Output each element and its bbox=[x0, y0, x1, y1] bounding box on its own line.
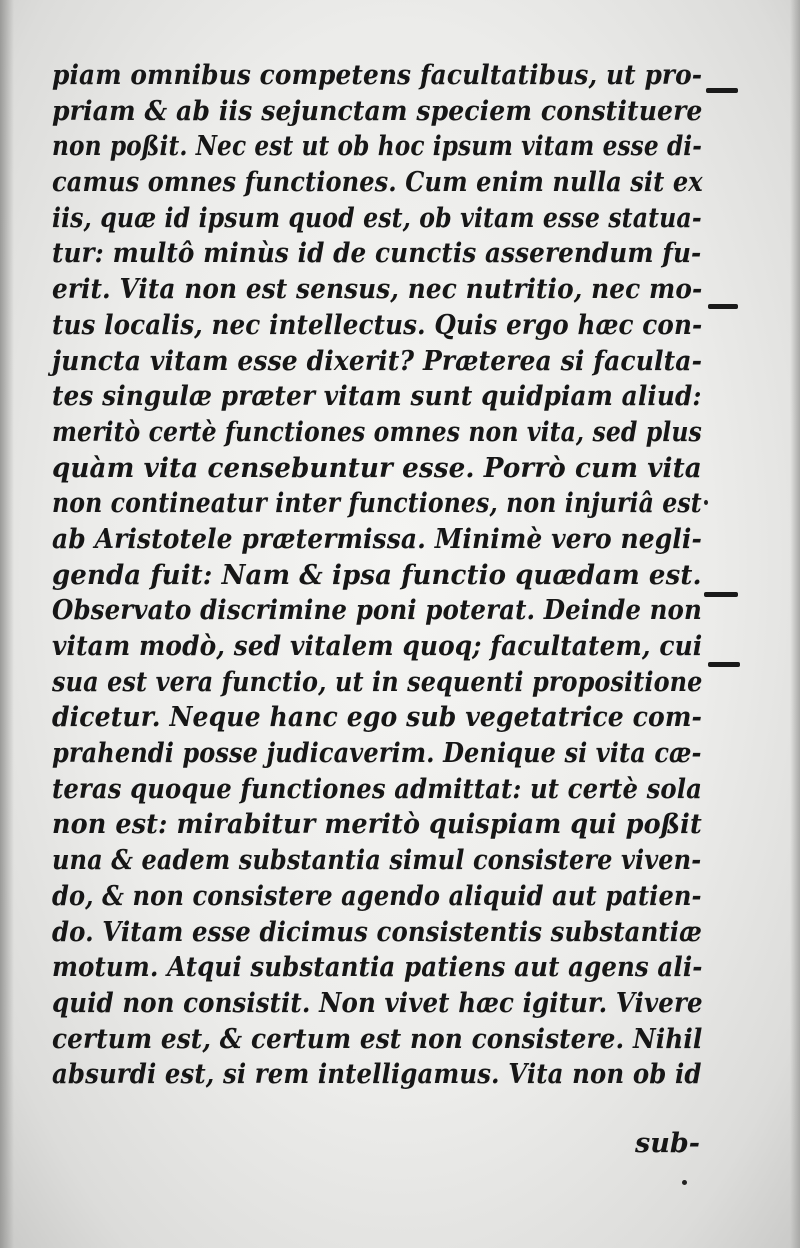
text-line-5: iis, quæ id ipsum quod est, ob vitam esse statua- bbox=[52, 202, 702, 234]
text-line-26: motum. Atqui substantia patiens aut agens ali- bbox=[52, 952, 703, 984]
ink-speck-1 bbox=[704, 500, 708, 505]
text-line-14: ab Aristotele prætermissa. Minimè vero negli- bbox=[52, 523, 702, 555]
text-line-8: tus localis, nec intellectus. Quis ergo hæc con- bbox=[52, 309, 703, 341]
text-line-16: Observato discrimine poni poterat. Deinde non bbox=[52, 595, 702, 627]
text-line-11: meritò certè functiones omnes non vita, sed plus bbox=[52, 416, 702, 448]
text-line-17: vitam modò, sed vitalem quoq; facultatem, cui bbox=[52, 631, 703, 662]
text-line-22: non est: mirabitur meritò quispiam qui poßit bbox=[52, 809, 702, 841]
text-line-20: prahendi posse judicaverim. Denique si vita cæ- bbox=[52, 738, 702, 770]
text-line-18: sua est vera functio, ut in sequenti propositione bbox=[52, 666, 703, 698]
text-line-10: tes singulæ præter vitam sunt quidpiam aliud: bbox=[52, 381, 702, 413]
margin-mark-1 bbox=[706, 88, 738, 93]
text-block bbox=[52, 58, 712, 1093]
text-line-2: priam & ab iis sejunctam speciem constituere bbox=[52, 95, 703, 127]
catchword: sub- bbox=[635, 1128, 700, 1159]
text-line-7: erit. Vita non est sensus, nec nutritio, nec mo- bbox=[52, 274, 703, 306]
text-line-13: non contineatur inter functiones, non injuriâ est bbox=[52, 488, 702, 520]
margin-mark-3 bbox=[704, 592, 738, 597]
text-line-4: camus omnes functiones. Cum enim nulla sit ex bbox=[52, 167, 703, 199]
text-line-6: tur: multô minùs id de cunctis asserendum fu- bbox=[52, 238, 702, 270]
text-line-9: juncta vitam esse dixerit? Præterea si faculta- bbox=[52, 345, 703, 377]
ink-speck-2 bbox=[682, 1180, 687, 1185]
text-line-29: absurdi est, si rem intelligamus. Vita non ob id bbox=[52, 1059, 702, 1091]
text-line-28: certum est, & certum est non consistere. Nihil bbox=[52, 1023, 703, 1055]
text-line-21: teras quoque functiones admittat: ut certè sola bbox=[52, 773, 702, 805]
margin-mark-2 bbox=[708, 304, 738, 309]
text-line-3: non poßit. Nec est ut ob hoc ipsum vitam esse di- bbox=[52, 131, 702, 163]
text-line-19: dicetur. Neque hanc ego sub vegetatrice com- bbox=[52, 702, 703, 734]
text-line-27: quid non consistit. Non vivet hæc igitur. Vivere bbox=[52, 987, 703, 1019]
text-line-23: una & eadem substantia simul consistere viven- bbox=[52, 845, 702, 877]
text-line-25: do. Vitam esse dicimus consistentis substantiæ bbox=[52, 916, 702, 948]
text-line-24: do, & non consistere agendo aliquid aut patien- bbox=[52, 880, 702, 912]
text-line-1: piam omnibus competens facultatibus, ut pro- bbox=[52, 60, 703, 91]
text-line-12: quàm vita censebuntur esse. Porrò cum vita bbox=[52, 452, 702, 484]
margin-mark-4 bbox=[708, 662, 740, 667]
text-line-15: genda fuit: Nam & ipsa functio quædam est. bbox=[52, 559, 702, 591]
